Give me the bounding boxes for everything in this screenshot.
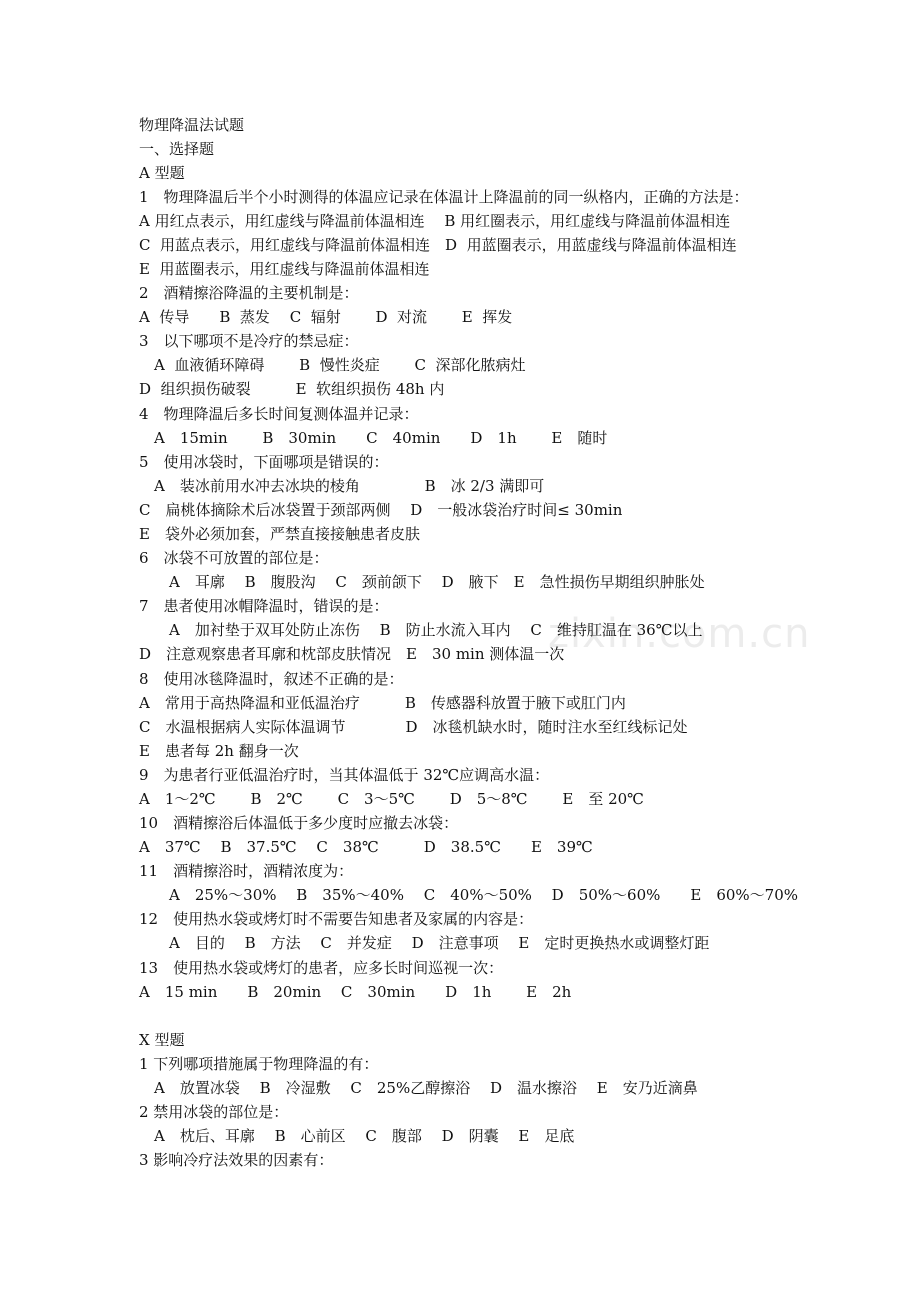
option-line: A 加衬垫于双耳处防止冻伤 B 防止水流入耳内 C 维持肛温在 36℃以上 [139,621,703,639]
option-line: A 耳廓 B 腹股沟 C 颈前颌下 D 腋下 E 急性损伤早期组织肿胀处 [139,573,705,591]
option-line: A 25%～30% B 35%～40% C 40%～50% D 50%～60% E 60%～70% [139,886,799,904]
option-line: A 放置冰袋 B 冷湿敷 C 25%乙醇擦浴 D 温水擦浴 E 安乃近滴鼻 [139,1079,698,1097]
option-line: A 1～2℃ B 2℃ C 3～5℃ D 5～8℃ E 至 20℃ [139,790,644,808]
question-line: 6 冰袋不可放置的部位是： [139,549,329,567]
option-line: A 15 min B 20min C 30min D 1h E 2h [139,983,572,1001]
question-line: 4 物理降温后多长时间复测体温并记录： [139,405,419,423]
option-line: C 用蓝点表示，用红虚线与降温前体温相连 D 用蓝圈表示，用蓝虚线与降温前体温相连 [139,236,737,254]
option-line: D 注意观察患者耳廓和枕部皮肤情况 E 30 min 测体温一次 [139,645,565,663]
question-line: 7 患者使用冰帽降温时，错误的是： [139,597,389,615]
subsection-heading: A 型题 [139,164,185,182]
option-line: C 扁桃体摘除术后冰袋置于颈部两侧 D 一般冰袋治疗时间≤ 30min [139,501,623,519]
option-line: A 目的 B 方法 C 并发症 D 注意事项 E 定时更换热水或调整灯距 [139,934,710,952]
option-line: C 水温根据病人实际体温调节 D 冰毯机缺水时，随时注水至红线标记处 [139,718,688,736]
question-line: 12 使用热水袋或烤灯时不需要告知患者及家属的内容是： [139,910,534,928]
question-line: 2 禁用冰袋的部位是： [139,1103,289,1121]
question-line: 9 为患者行亚低温治疗时，当其体温低于 32℃应调高水温： [139,766,550,784]
question-line: 3 以下哪项不是冷疗的禁忌症： [139,332,359,350]
option-line: A 传导 B 蒸发 C 辐射 D 对流 E 挥发 [139,308,513,326]
option-line: E 患者每 2h 翻身一次 [139,742,299,760]
question-line: 11 酒精擦浴时，酒精浓度为： [139,862,354,880]
option-line: A 血液循环障碍 B 慢性炎症 C 深部化脓病灶 [139,356,526,374]
question-line: 1 下列哪项措施属于物理降温的有： [139,1055,379,1073]
watermark: zixin.com.cn [548,611,811,657]
subsection-heading: X 型题 [139,1031,185,1049]
option-line: E 袋外必须加套，严禁直接接触患者皮肤 [139,525,420,543]
section-heading: 一、选择题 [139,140,215,158]
question-line: 1 物理降温后半个小时测得的体温应记录在体温计上降温前的同一纵格内，正确的方法是： [139,188,749,206]
option-line: E 用蓝圈表示，用红虚线与降温前体温相连 [139,260,430,278]
question-line: 13 使用热水袋或烤灯的患者，应多长时间巡视一次： [139,959,504,977]
option-line: A 37℃ B 37.5℃ C 38℃ D 38.5℃ E 39℃ [139,838,593,856]
question-line: 8 使用冰毯降温时，叙述不正确的是： [139,670,404,688]
option-line: A 15min B 30min C 40min D 1h E 随时 [139,429,608,447]
question-line: 2 酒精擦浴降温的主要机制是： [139,284,359,302]
doc-title: 物理降温法试题 [139,116,245,134]
question-line: 3 影响冷疗法效果的因素有： [139,1151,334,1169]
option-line: D 组织损伤破裂 E 软组织损伤 48h 内 [139,380,445,398]
option-line: A 装冰前用水冲去冰块的棱角 B 冰 2/3 满即可 [139,477,545,495]
option-line: A 枕后、耳廓 B 心前区 C 腹部 D 阴囊 E 足底 [139,1127,575,1145]
question-line: 5 使用冰袋时，下面哪项是错误的： [139,453,389,471]
option-line: A 用红点表示，用红虚线与降温前体温相连 B 用红圈表示，用红虚线与降温前体温相连 [139,212,731,230]
question-line: 10 酒精擦浴后体温低于多少度时应撤去冰袋： [139,814,459,832]
option-line: A 常用于高热降温和亚低温治疗 B 传感器科放置于腋下或肛门内 [139,694,626,712]
